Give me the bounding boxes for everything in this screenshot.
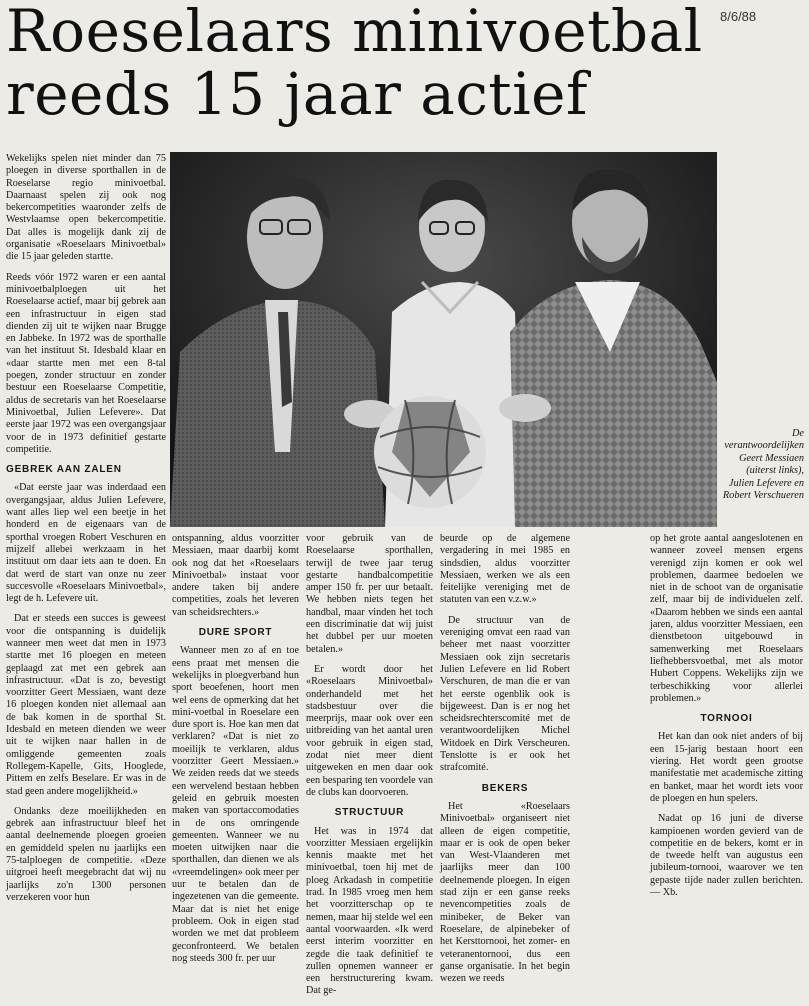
column-3 xyxy=(306,533,433,1006)
subheading-tornooi: TORNOOI xyxy=(700,713,753,725)
paragraph: Het «Roeselaars Minivoetbal» organiseert niet alleen de eigen competitie, maar er is ook de open beker van West-Vlaanderen met jaarlijks meer dan 100 deelnemende ploegen. In eigen stad zijn er een ganse reeks nevencompetities zoals de minibeker, de Beker van Roeselare, de alpinebeker of het Kersttornooi, het zomer- en veteranentornooi, dus een ganse organisatie. In het begin wezen we reeds xyxy=(440,800,570,985)
paragraph: Ondanks deze moeilijkheden en gebrek aan infrastructuur bleef het aantal deelnemende ploegen groeien en gemiddeld spelen nu jaarlijks een 75-talploegen de competitie. «Deze uitgroei heeft meegebracht dat wij nu jaarlijks zo'n 1300 personen verzekeren voor hun xyxy=(6,805,166,903)
news-photo xyxy=(170,152,717,527)
paragraph: Er wordt door het «Roeselaars Minivoetbal» onderhandeld met het stadsbestuur over die meerprijs, maar ook over een uitbreiding van het aantal uren voor gebruik in eigen stad, zodat niet meer dient uitgeweken en men daar ook een besparing ten voordele van de clubs kan doorvoeren. xyxy=(306,663,433,798)
paragraph: Het was in 1974 dat voorzitter Messiaen ergelijkin kennis maakte met het minivoetbal, toen hij met de ploeg Arkadash in competitie trad. In 1985 vroeg men hem het voorzitterschap op te nemen, maar hij stelde wel een aantal voorwaarden. «Ik werd eerst interim voorzitter en zegde die taak definitief te zullen opnemen wanneer er een herstructurering kwam. Dat ge- xyxy=(306,825,433,997)
paragraph: De structuur van de vereniging omvat een raad van beheer met naast voorzitter Messiaen ook zijn secretaris Julien Lefevere en lid Robert Verschuren, de man die er van het eerste ogenblik ook is bijgeweest. Dan is er nog het scheidsrechterscomité met de verantwoordelijken Michel Witdoek en Dirk Verscheuren. Tenslotte is er ook het strafcomité. xyxy=(440,614,570,774)
column-1 xyxy=(6,153,166,912)
photo-three-men-with-ball xyxy=(170,152,717,527)
subheading-gebrek-aan-zalen: GEBREK AAN ZALEN xyxy=(6,464,122,476)
column-4 xyxy=(440,533,570,993)
paragraph: Wanneer men zo af en toe eens praat met mensen die wekelijks in ploegverband hun sport beoefenen, hoort men wel eens de opmerking dat het mini-voetbal in Roeselare een dure sport is. Hoe kan men dat verklaren? «Dat is niet zo moeilijk te verklaren, aldus voorzitter Geert Messiaen.» We zeiden reeds dat we steeds een wervelend bestaan hebben geleid en gebruik moesten maken van sportaccomodaties in de ons omringende gemeenten. Wanneer we nu moeten uitwijken naar die sporthallen, dan dienen we als «vreemdelingen» ook meer per uur te betalen dan de ingezetenen van die gemeente. Maar dat is niet het enige probleem. Ook in eigen stad worden we met dat probleem geconfronteerd. We betalen nog steeds 300 fr. per uur xyxy=(172,645,300,964)
subheading-bekers: BEKERS xyxy=(481,782,529,794)
paragraph: beurde op de algemene vergadering in mei 1985 en sindsdien, aldus voorzitter Messiaen, werken we als een feitelijke vereniging met de statuten van een v.z.w.» xyxy=(440,533,570,606)
intro-paragraph: Wekelijks spelen niet minder dan 75 ploegen in diverse sporthallen in de Roeselarse regio minivoetbal. Daarnaast spelen zij ook nog bekercompetities waaronder zelfs de Westvlaamse open bekercompetitie. Dat alles is mogelijk dank zij de organisatie «Roeselaars Minivoetbal» die 15 jaar geleden startte. xyxy=(6,153,166,263)
paragraph: op het grote aantal aangeslotenen en wanneer zoveel mensen ergens verenigd zijn komen er ook wel problemen, daarmee bedoelen we niet in de schoot van de organisatie zelf, maar bij de individuelen zelf. «Daarom hebben we sinds een aantal jaren, aldus voorzitter Messiaen, een dienstbetoon uitgebouwd in samenwerking met Roeselaars liefhebbersvoetbal, met als motor Hubert Coppens. Wekelijks zijn we terbeschikking voor allerlei problemen.» xyxy=(650,533,803,704)
headline xyxy=(6,0,806,126)
paragraph: Dat er steeds een succes is geweest voor die ontspanning is duidelijk wanneer men weet dat men in 1973 startte met 16 ploegen en meteen geplaagd zat met een gebrek aan infrastructuur. «Dat is zo, bevestigt voorzitter Geert Messiaen, want deze 16 ploegen konden niet allemaal aan de bak komen in de sporthal St. Idesbald en meteen dienden we weer uit te wijken naar hallen in de omliggende gemeenten zoals Rollegem-Kapelle, Gits, Hooglede, Pittem en zelfs Beselare. Er was in de stad geen andere mogelijkheid.» xyxy=(6,613,166,797)
photo-caption: De verantwoordelijken Geert Messiaen (uiterst links), Julien Lefevere en Robert Verschueren xyxy=(722,428,804,502)
paragraph: «Dat eerste jaar was inderdaad een overgangsjaar, aldus Julien Lefevere, want alles liep wel een beetje in het honderd en de eigenaars van de sporthal vroegen Robert Veschuren en mijzelf allebei werkzaam in het instituut om daar iets aan te doen. En dat werd de start van onze nu zeer succesvolle «Roeselaars Minivoetbal», legt de h. Lefevere uit. xyxy=(6,482,166,605)
column-2 xyxy=(172,533,299,973)
paragraph: ontspanning, aldus voorzitter Messiaen, maar daarbij komt ook nog dat het «Roeselaars Minivoetbal» instaat voor andere taken bij andere competities, zoals het leveren van scheidsrechters.» xyxy=(172,533,299,618)
paragraph: Het kan dan ook niet anders of bij een 15-jarig bestaan hoort een viering. Het wordt geen grootse manifestatie met academische zitting en banket, maar het wordt iets voor de ploegen en hun spelers. xyxy=(650,731,803,804)
column-5 xyxy=(650,533,803,907)
paragraph: Nadat op 16 juni de diverse kampioenen worden gevierd van de competitie en de bekers, komt er in de tweede helft van augustus een jubileum-tornooi, waarover we ten gepaste tijde nader zullen berichten. — Xb. xyxy=(650,813,803,899)
headline-line-2: reeds 15 jaar actief xyxy=(6,60,588,128)
headline-line-1: Roeselaars minivoetbal xyxy=(6,0,703,65)
subheading-dure-sport: DURE SPORT xyxy=(198,627,273,639)
paragraph: Reeds vóór 1972 waren er een aantal minivoetbalploegen uit het Roeselaarse actief, maar bij gebrek aan een infrastructuur in eigen stad dienden zij uit te wijken naar Brugge en Jabbeke. In 1972 was de sporthalle van het instituut St. Idesbald klaar en «daar startte men met een 8-tal poegen, zonder structuur en zonder bestuur een Roeselaarse Competitie, aldus de secretaris van het Roeselaarse Minivoetbal, Julien Lefevere». Dat eerste jaar 1972 was een overgangsjaar voor de in 1973 definitief gestarte competitie. xyxy=(6,271,166,455)
subheading-structuur: STRUCTUUR xyxy=(334,807,405,819)
paragraph: voor gebruik van de Roeselaarse sporthallen, terwijl de twee jaar terug gestarte handbalcompetitie amper 150 fr. per uur betaalt. We hebben niets tegen het handbal, maar vinden het toch een discriminatie dat wij juist het dubbel per uur moeten betalen.» xyxy=(306,533,433,655)
archive-stamp: 8/6/88 xyxy=(720,9,757,24)
